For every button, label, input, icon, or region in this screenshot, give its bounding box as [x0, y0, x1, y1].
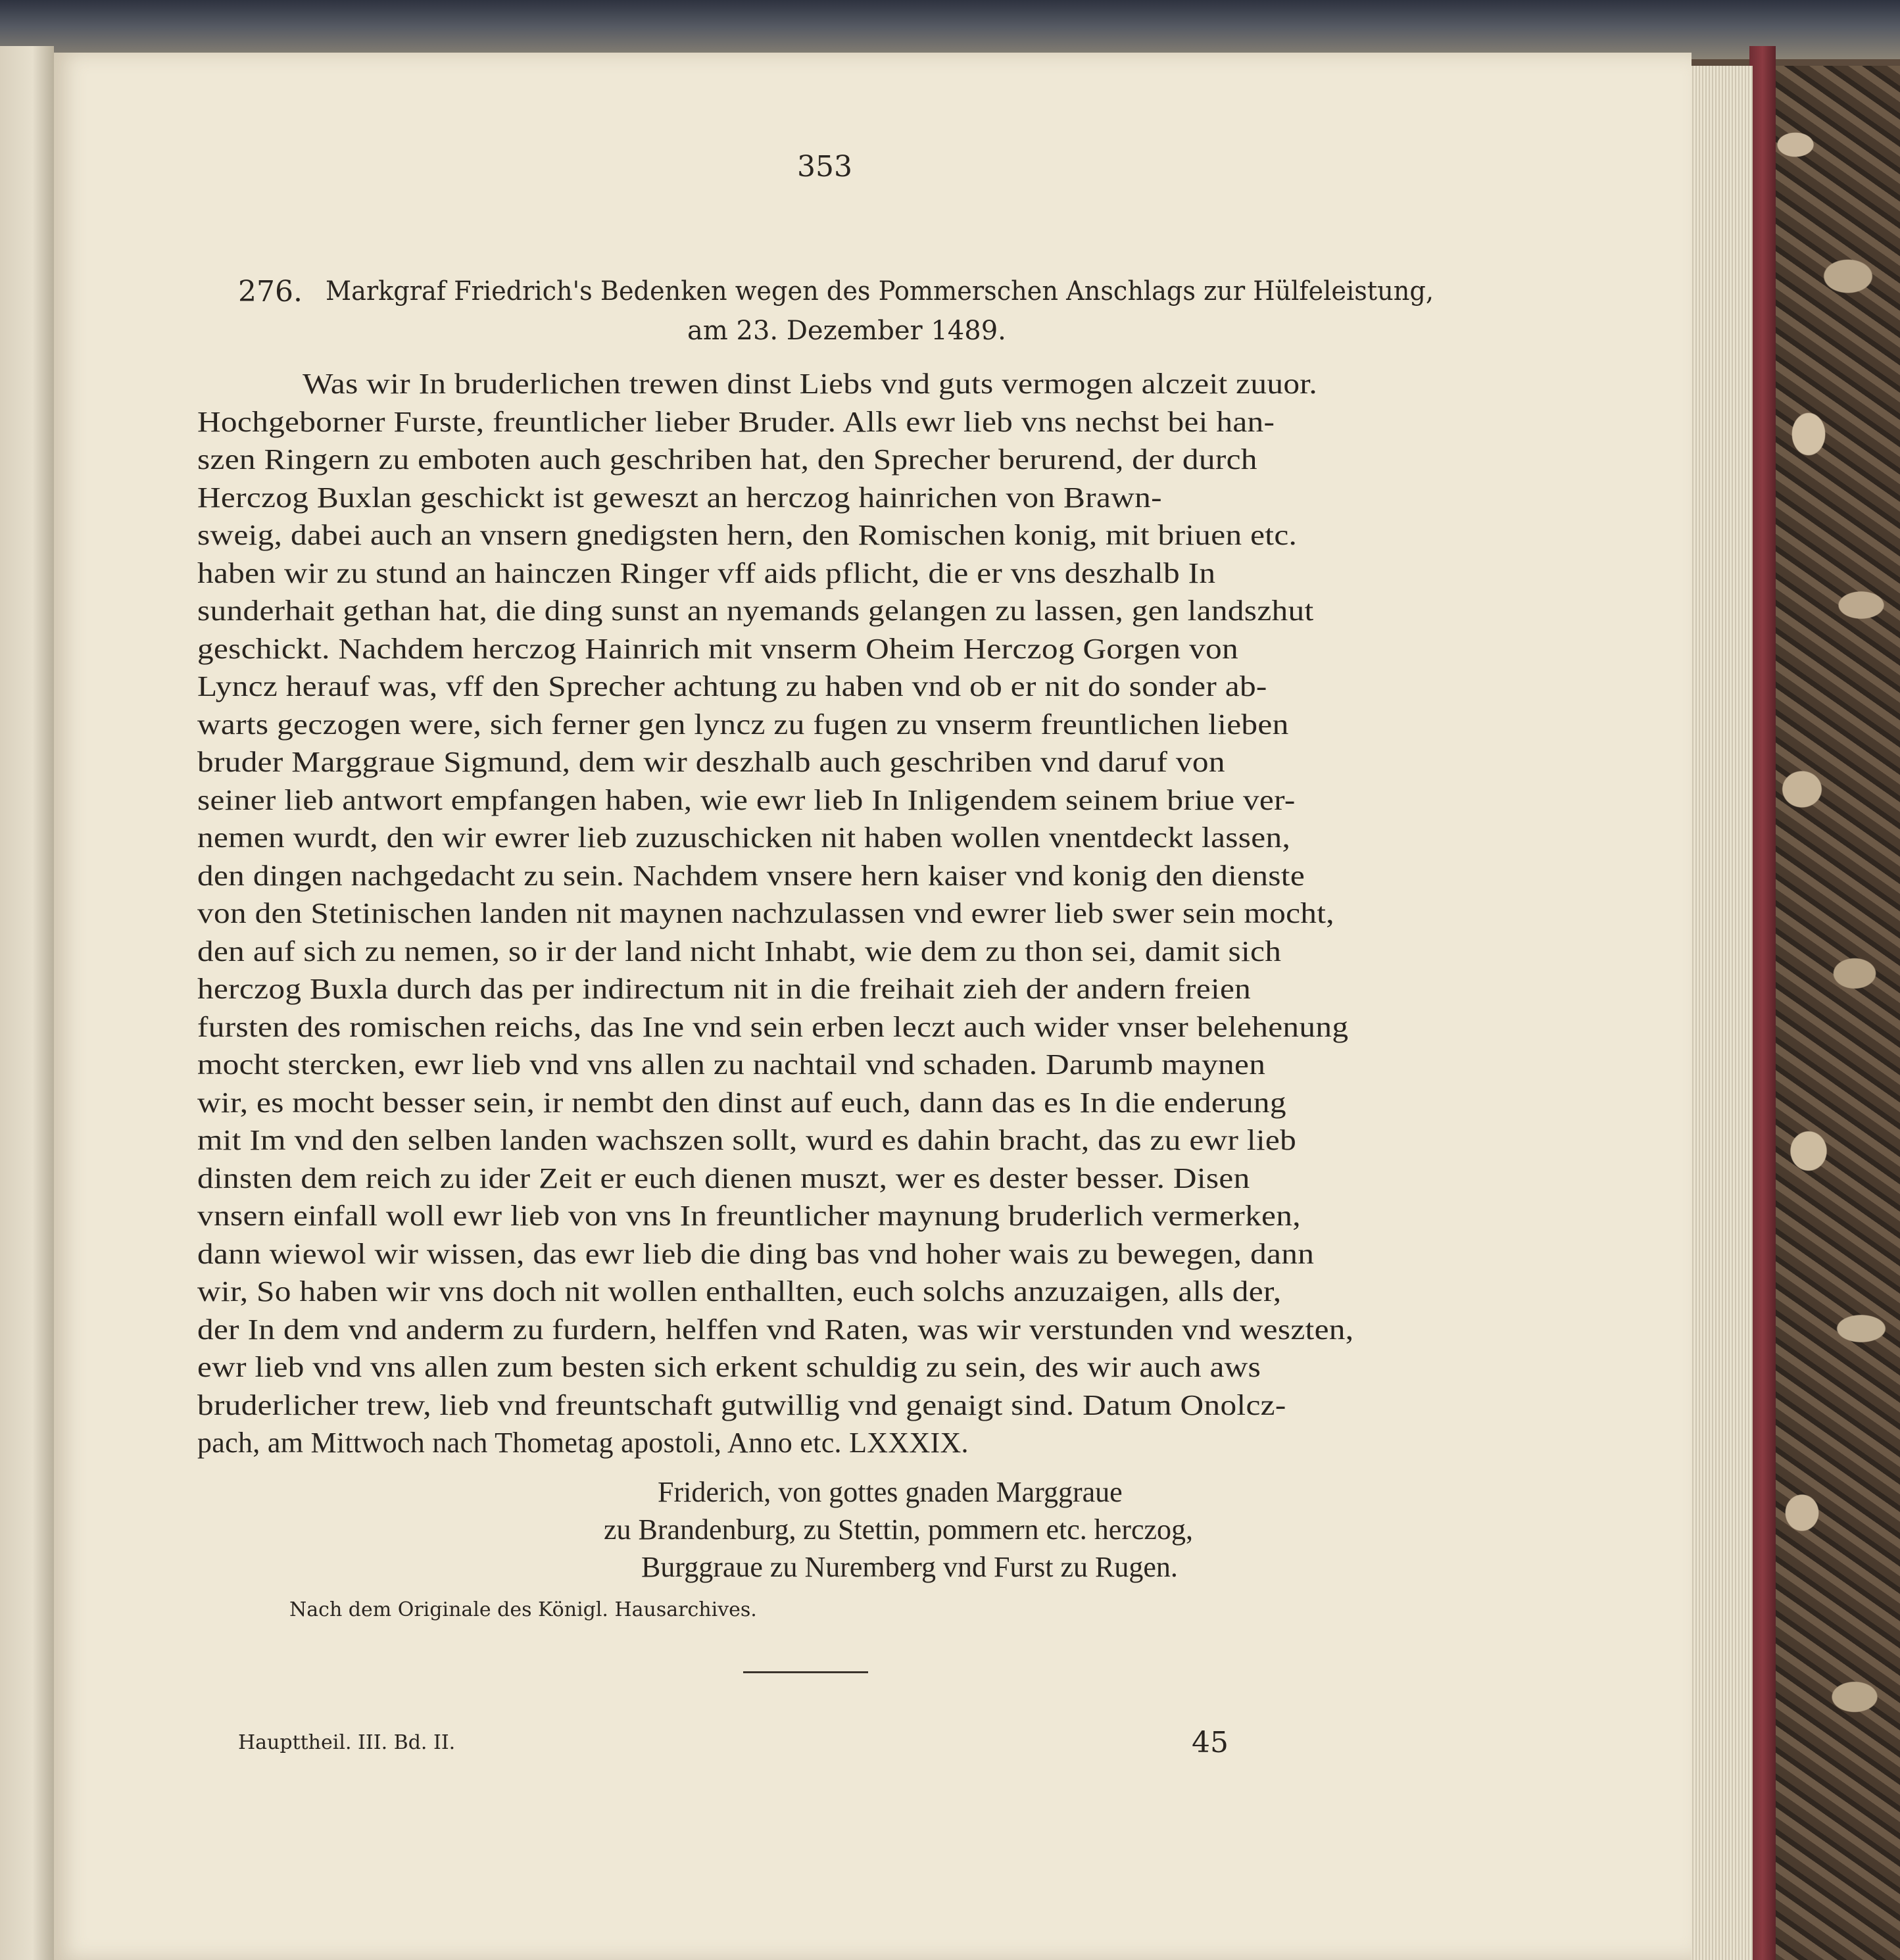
document-title-line-2: am 23. Dezember 1489.	[687, 316, 1006, 346]
signature-line: Burggraue zu Nuremberg vnd Furst zu Rugen.	[641, 1551, 1178, 1583]
body-line: Lyncz herauf was, vff den Sprecher achtung zu haben vnd ob er nit do sonder ab-	[197, 670, 1267, 702]
footer-sheet-number: 45	[1192, 1726, 1229, 1759]
body-line: den auf sich zu nemen, so ir der land nicht Inhabt, wie dem zu thon sei, damit sich	[197, 935, 1282, 968]
body-line: haben wir zu stund an hainczen Ringer vff aids pflicht, die er vns deszhalb In	[197, 557, 1216, 589]
body-line: sunderhait gethan hat, die ding sunst an nyemands gelangen zu lassen, gen landszhut	[197, 595, 1314, 627]
body-line: pach, am Mittwoch nach Thometag apostoli, Anno etc. LXXXIX.	[197, 1427, 969, 1459]
body-line: wir, es mocht besser sein, ir nembt den dinst auf euch, dann das es In die enderung	[197, 1087, 1286, 1119]
body-line: ewr lieb vnd vns allen zum besten sich erkent schuldig zu sein, des wir auch aws	[197, 1351, 1261, 1383]
document-number: 276.	[238, 275, 303, 308]
body-line: bruder Marggraue Sigmund, dem wir deszhalb auch geschriben vnd daruf von	[197, 746, 1225, 778]
binding-edge	[1749, 46, 1776, 1960]
body-line: dinsten dem reich zu ider Zeit er euch dienen muszt, wer es dester besser. Disen	[197, 1162, 1250, 1194]
body-line: warts geczogen were, sich ferner gen lyncz zu fugen zu vnserm freuntlichen lieben	[197, 708, 1289, 741]
body-line: Hochgeborner Furste, freuntlicher lieber Bruder. Alls ewr lieb vns nechst bei han-	[197, 406, 1275, 438]
body-line: von den Stetinischen landen nit maynen nachzulassen vnd ewrer lieb swer sein mocht,	[197, 897, 1334, 929]
book-cover-top	[0, 0, 1900, 59]
body-line: nemen wurdt, den wir ewrer lieb zuzuschicken nit haben wollen vnentdeckt lassen,	[197, 821, 1291, 854]
document-title-line-1: Markgraf Friedrich's Bedenken wegen des Pommerschen Anschlags zur Hülfeleistung,	[326, 276, 1434, 306]
body-line: szen Ringern zu emboten auch geschriben hat, den Sprecher berurend, der durch	[197, 443, 1257, 476]
page-number: 353	[797, 150, 852, 184]
source-note: Nach dem Originale des Königl. Hausarchives.	[289, 1598, 757, 1621]
body-line: fursten des romischen reichs, das Ine vnd sein erben leczt auch wider vnser belehenung	[197, 1011, 1349, 1043]
body-line: Was wir In bruderlichen trewen dinst Liebs vnd guts vermogen alczeit zuuor.	[303, 368, 1317, 400]
body-line: dann wiewol wir wissen, das ewr lieb die ding bas vnd hoher wais zu bewegen, dann	[197, 1238, 1315, 1270]
body-line: mit Im vnd den selben landen wachszen sollt, wurd es dahin bracht, das zu ewr lieb	[197, 1124, 1297, 1156]
body-line: mocht stercken, ewr lieb vnd vns allen zu nachtail vnd schaden. Darumb maynen	[197, 1048, 1266, 1081]
body-line: sweig, dabei auch an vnsern gnedigsten hern, den Romischen konig, mit briuen etc.	[197, 519, 1298, 551]
body-line: seiner lieb antwort empfangen haben, wie ewr lieb In Inligendem seinem briue ver-	[197, 784, 1296, 816]
body-line: der In dem vnd anderm zu furdern, helffen vnd Raten, was wir verstunden vnd weszten,	[197, 1313, 1354, 1346]
divider-rule	[743, 1671, 868, 1673]
signature-line: Friderich, von gottes gnaden Marggraue	[658, 1476, 1123, 1508]
body-line: Herczog Buxlan geschickt ist geweszt an herczog hainrichen von Brawn-	[197, 481, 1162, 514]
body-line: vnsern einfall woll ewr lieb von vns In freuntlicher maynung bruderlich vermerken,	[197, 1200, 1301, 1232]
footer-signature-mark: Haupttheil. III. Bd. II.	[238, 1731, 456, 1754]
body-line: herczog Buxla durch das per indirectum nit in die freihait zieh der andern freien	[197, 973, 1252, 1005]
left-page-edge	[0, 46, 54, 1960]
page-stack-edge	[1687, 66, 1753, 1960]
body-line: den dingen nachgedacht zu sein. Nachdem vnsere hern kaiser vnd konig den dienste	[197, 860, 1305, 892]
body-line: geschickt. Nachdem herczog Hainrich mit vnserm Oheim Herczog Gorgen von	[197, 633, 1238, 665]
body-line: bruderlicher trew, lieb vnd freuntschaft gutwillig vnd genaigt sind. Datum Onolcz-	[197, 1389, 1286, 1421]
marbled-endpaper	[1769, 66, 1900, 1960]
signature-line: zu Brandenburg, zu Stettin, pommern etc. herczog,	[604, 1513, 1194, 1546]
body-line: wir, So haben wir vns doch nit wollen enthallten, euch solchs anzuzaigen, alls der,	[197, 1275, 1282, 1308]
